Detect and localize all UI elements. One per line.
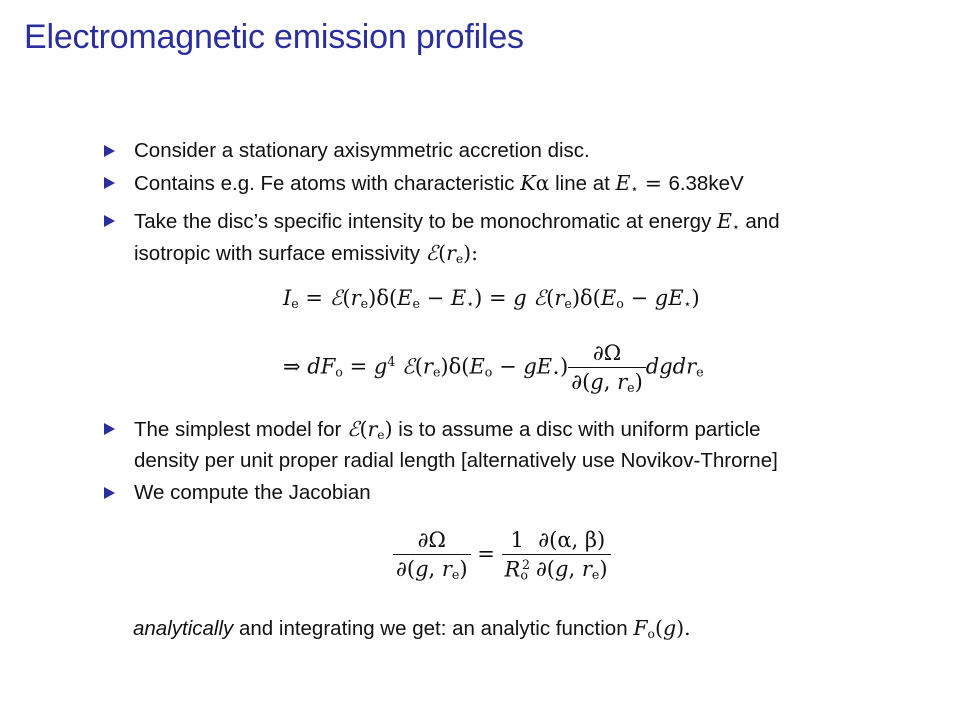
italic-word: analytically [133,617,234,640]
equation-jacobian: $\frac{\partial\Omega}{\partial(g, r_e)}$ = $\frac{1}{R_o^2}$ $\frac{\partial(\alpha, \beta)}{\partial(g, r_e)}$ [393,528,611,583]
bullet-text: Take the disc’s specific intensity to be monochromatic at energy [134,210,712,234]
triangle-bullet-icon [104,177,115,189]
bullet-text: is to assume a disc with uniform particle [398,418,761,441]
bullet-item-3 [104,208,904,272]
triangle-bullet-icon [104,423,115,435]
bullet-item-1 [104,138,904,164]
conclusion-line [133,616,691,641]
fraction: $\frac{1}{R_o^2}$ [502,528,533,583]
math-k-alpha: Kα [520,171,550,195]
fraction: $\frac{\partial\Omega}{\partial(g, r_e)}$ [568,341,646,395]
equation-flux: ⇒ $dF_o = g^4$ $ℰ(r_e)\delta(E_o - gE_⋆)$ $\frac{\partial\Omega}{\partial(g, r_e)}$ dgdr$_e$ [283,341,704,396]
bullet-text: line at [555,172,610,195]
bullet-item-5 [104,480,904,506]
math-emissivity: $ℰ(r_e)$ [347,417,393,443]
conclusion-text: and integrating we get: an analytic function [238,617,628,640]
energy-value: 6.38keV [668,172,744,195]
math-emissivity: $ℰ(r_e)$: [425,241,479,267]
bullet-list [104,138,904,278]
bullet-text: density per unit proper radial length [alternatively use Novikov-Throrne] [134,449,778,473]
fraction: $\frac{\partial(\alpha, \beta)}{\partial(g, r_e)}$ [533,528,611,582]
bullet-list-2 [104,416,904,512]
bullet-item-2 [104,170,904,202]
slide-title: Electromagnetic emission profiles [24,18,524,56]
fraction: $\frac{\partial\Omega}{\partial(g, r_e)}$ [393,528,471,582]
equation-intensity: $I_e$ = $ℰ(r_e)\delta(E_e - E_⋆) = g$ $ℰ(r_e)\delta(E_o - gE_⋆)$ [283,286,700,312]
bullet-text: The simplest model for [134,418,342,441]
bullet-text: and [745,210,780,234]
math-energy-eq: $E_⋆$ = [615,171,669,197]
math-e-star: $E_⋆$ [717,209,740,235]
bullet-text: isotropic with surface emissivity [134,242,420,266]
bullet-text: Contains e.g. Fe atoms with characteristic [134,172,515,195]
triangle-bullet-icon [104,487,115,499]
triangle-bullet-icon [104,215,115,227]
bullet-text: We compute the Jacobian [134,481,371,505]
math-function: $F_o(g)$. [633,616,691,642]
bullet-item-4 [104,416,904,474]
bullet-text: Consider a stationary axisymmetric accretion disc. [134,139,590,162]
triangle-bullet-icon [104,145,115,157]
